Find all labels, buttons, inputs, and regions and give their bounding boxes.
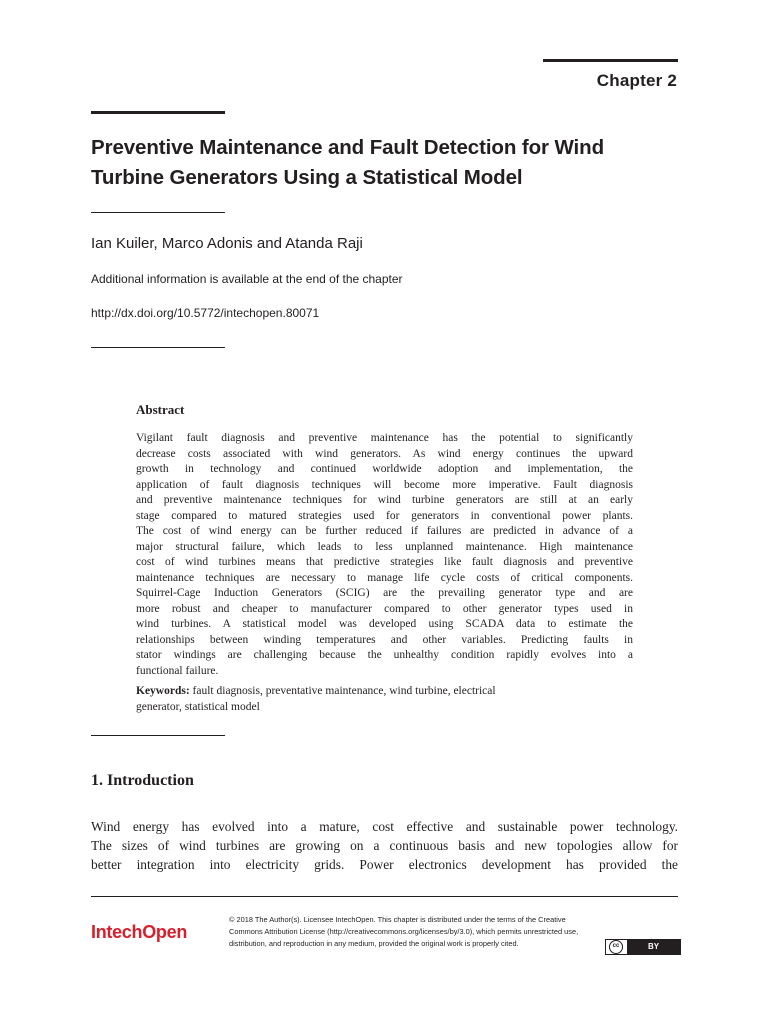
divider bbox=[91, 347, 225, 348]
intro-line: The sizes of wind turbines are growing on a continuous basis and new topologies allow for bbox=[91, 838, 678, 853]
abstract-line: decrease costs associated with wind generators. As wind energy continues the upward bbox=[136, 447, 633, 460]
keywords bbox=[136, 684, 633, 715]
intro-line: better integration into electricity grids. Power electronics development has provided the bbox=[91, 857, 678, 872]
keywords-line: generator, statistical model bbox=[136, 700, 260, 713]
abstract-line: Vigilant fault diagnosis and preventive maintenance has the potential to significantly bbox=[136, 432, 633, 444]
keywords-text: fault diagnosis, preventative maintenance, wind turbine, electrical bbox=[192, 685, 496, 697]
abstract-line: more robust and cheaper to manufacturer compared to other generator types used in bbox=[136, 602, 633, 615]
cc-icon: cc bbox=[609, 940, 623, 954]
title-bar bbox=[91, 111, 225, 114]
license-line: © 2018 The Author(s). Licensee IntechOpen. This chapter is distributed under the terms of the Creative bbox=[229, 915, 566, 924]
abstract-line: maintenance techniques are necessary to manage life cycle costs of critical components. bbox=[136, 571, 633, 584]
section-heading: 1. Introduction bbox=[91, 772, 194, 789]
abstract-body bbox=[136, 431, 633, 679]
doi-link[interactable]: http://dx.doi.org/10.5772/intechopen.80071 bbox=[91, 306, 320, 320]
keywords-label: Keywords: bbox=[136, 685, 190, 697]
keywords-line bbox=[136, 684, 633, 700]
title-line: Turbine Generators Using a Statistical Model bbox=[91, 166, 523, 189]
abstract-line: growth in technology and continued worldwide adoption and implementation, the bbox=[136, 463, 633, 475]
abstract-line: application of fault diagnosis techniques will become more imperative. Fault diagnosis bbox=[136, 478, 633, 491]
abstract-line: major structural failure, which leads to less unplanned maintenance. High maintenance bbox=[136, 540, 633, 553]
abstract-line: and preventive maintenance techniques for wind turbine generators are still at an early bbox=[136, 494, 633, 506]
divider bbox=[91, 212, 225, 213]
abstract-line: The cost of wind energy can be further reduced if failures are predicted in advance of a bbox=[136, 525, 633, 537]
license-line: Commons Attribution License (http://creativecommons.org/licenses/by/3.0), which permits unrestricted use, bbox=[229, 927, 579, 936]
authors: Ian Kuiler, Marco Adonis and Atanda Raji bbox=[91, 235, 363, 252]
divider bbox=[91, 735, 225, 736]
abstract-line: stator windings are challenging because the unhealthy condition rapidly evolves into a bbox=[136, 649, 633, 661]
footer-divider bbox=[91, 896, 678, 897]
intechopen-logo: IntechOpen bbox=[91, 922, 188, 942]
license-line: distribution, and reproduction in any medium, provided the original work is properly cited. bbox=[229, 939, 519, 948]
additional-info: Additional information is available at the end of the chapter bbox=[91, 272, 403, 286]
intro-body bbox=[91, 817, 678, 874]
cc-by-label: BY bbox=[627, 940, 680, 954]
chapter-bar bbox=[543, 59, 678, 62]
abstract-heading: Abstract bbox=[136, 402, 185, 417]
title-line: Preventive Maintenance and Fault Detection for Wind bbox=[91, 136, 604, 159]
intro-line: Wind energy has evolved into a mature, cost effective and sustainable power technology. bbox=[91, 819, 678, 834]
abstract-line: wind turbines. A statistical model was developed using SCADA data to estimate the bbox=[136, 618, 633, 630]
abstract-line: functional failure. bbox=[136, 664, 219, 677]
abstract-line: Squirrel-Cage Induction Generators (SCIG) are the prevailing generator type and are bbox=[136, 587, 633, 599]
abstract-line: relationships between winding temperatures and other variables. Predicting faults in bbox=[136, 633, 633, 646]
chapter-label: Chapter 2 bbox=[596, 71, 677, 90]
chapter-title bbox=[91, 133, 691, 193]
abstract-line: cost of wind turbines means that predictive strategies like fault diagnosis and preventive bbox=[136, 556, 633, 568]
abstract-line: stage compared to matured strategies used for generators in conventional power plants. bbox=[136, 509, 633, 522]
cc-by-badge[interactable] bbox=[605, 939, 681, 955]
